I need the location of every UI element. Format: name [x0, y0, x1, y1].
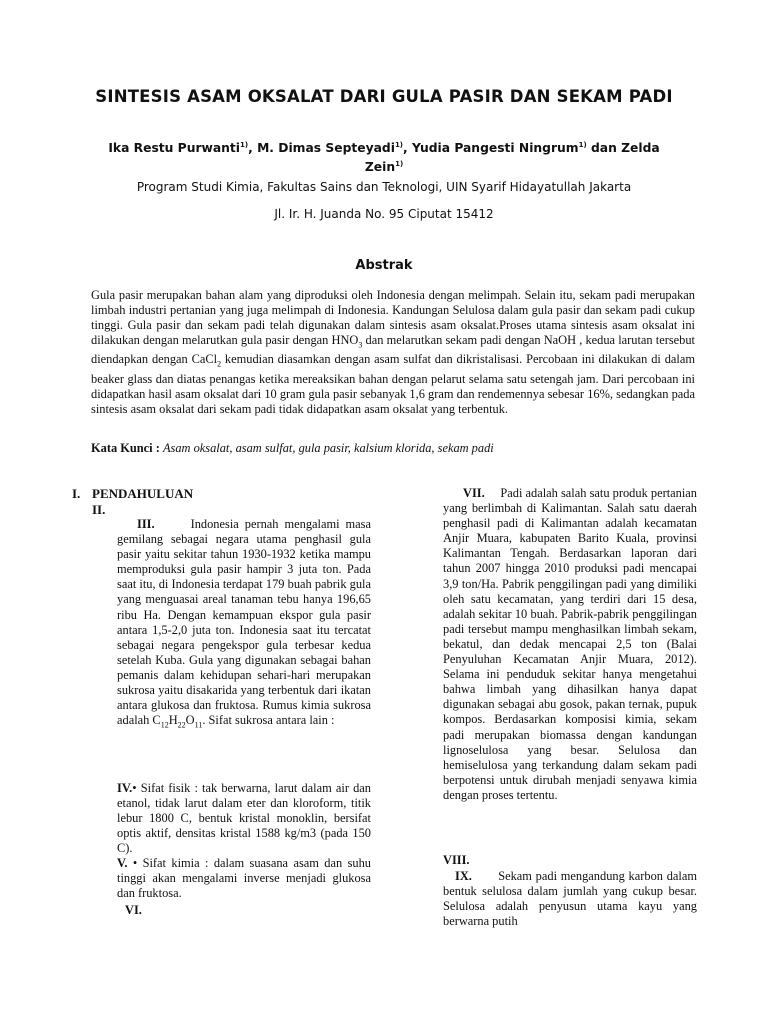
- keywords: [91, 441, 695, 456]
- keywords-text: Asam oksalat, asam sulfat, gula pasir, kalsium klorida, sekam padi: [162, 441, 494, 455]
- formula-subscript: 11: [194, 720, 203, 730]
- paper-title: SINTESIS ASAM OKSALAT DARI GULA PASIR DAN SEKAM PADI: [95, 87, 673, 106]
- section-heading: [72, 486, 193, 502]
- paragraph-number: V.: [117, 856, 128, 870]
- author-affil-mark: 1): [240, 141, 249, 149]
- abstract-subscript: 3: [358, 340, 363, 350]
- paragraph-text: Sekam padi mengandung karbon dalam bentuk selulosa dalam jumlah yang cukup besar. Selulosa adalah penyusun utama kayu yang berwarna putih: [443, 869, 697, 929]
- author-affil-mark: 1): [394, 141, 404, 149]
- author-separator: ,: [403, 141, 412, 156]
- author-name: Zelda Zein: [364, 141, 660, 175]
- abstract-text: dan melarutkan sekam padi dengan NaOH , kedua larutan tersebut diendapkan dengan CaCl: [91, 333, 695, 367]
- paragraph-text: • Sifat kimia : dalam suasana asam dan suhu tinggi akan mengalami inverse menjadi glukosa dan fruktosa.: [117, 856, 371, 901]
- paragraph-number: VI.: [125, 903, 142, 917]
- abstract-body: [91, 288, 695, 417]
- author-name: Ika Restu Purwanti: [108, 141, 241, 156]
- subsection-number: II.: [92, 502, 106, 517]
- abstract-heading: Abstrak: [355, 258, 413, 273]
- address: Jl. Ir. H. Juanda No. 95 Ciputat 15412: [274, 207, 494, 221]
- formula-subscript: 12: [160, 720, 169, 730]
- paragraph-number: IX.: [455, 869, 472, 883]
- section-title: PENDAHULUAN: [92, 486, 194, 501]
- formula-element: O: [185, 713, 195, 728]
- author-affil-mark: 1): [578, 141, 587, 149]
- paragraph-number: VII.: [463, 486, 485, 500]
- paragraph-text: Padi adalah salah satu produk pertanian yang berlimbah di Kalimantan. Salah satu daerah penghasil padi di Kalimantan adalah kecamatan Anjir Muara, kabupaten Barito Kuala, provinsi Kalimantan Tengah. Berdasarkan laporan dari tahun 2007 hingga 2010 produksi padi mencapai 3,9 ton/Ha. Pabrik penggilingan padi yang dimiliki oleh satu kecamatan, yang terdiri dari 15 desa, adalah sekitar 10 buah. Pabrik-pabrik penggilingan padi tersebut mampu menghasilkan limbah sekam, bekatul, dan dedak mencapai 2,5 ton (Balai Penyuluhan Kecamatan Anjir Muara, 2012). Selama ini penduduk sekitar hanya mengetahui bahwa limbah yang dihasilkan hanya dapat digunakan sebagai abu gosok, pakan ternak, pupuk kompos. Berdasarkan komposisi kimia, sekam padi merupakan biomassa dengan kandungan lignoselulosa yang besar. Selulosa dan hemiselulosa yang terkandung dalam sekam padi berpotensi untuk dirubah menjadi senyawa kimia dengan proses tertentu.: [443, 486, 697, 802]
- paragraph-text: . Sifat sukrosa antara lain :: [202, 713, 335, 728]
- author-list: [90, 137, 678, 175]
- paragraph-number: IV.: [117, 781, 133, 795]
- paragraph-number: III.: [137, 517, 155, 531]
- left-paragraph-2: [117, 781, 371, 856]
- right-paragraph-1: [443, 486, 697, 803]
- abstract-text: Gula pasir merupakan bahan alam yang diproduksi oleh Indonesia dengan melimpah. Selain itu, sekam padi merupakan limbah industri pertanian yang juga melimpah di Indonesia. Kandungan Selulosa dalam gula pasir dan sekam padi cukup tinggi. Gula pasir dan sekam padi telah digunakan dalam sintesis asam oksalat.Proses utama sintesis asam oksalat ini dilakukan dengan melarutkan gula pasir dengan HNO: [91, 288, 695, 347]
- author-affil-mark: 1): [395, 160, 404, 169]
- right-paragraph-3: [443, 869, 697, 929]
- formula-element: H: [168, 713, 178, 728]
- paragraph-number: VIII.: [443, 853, 470, 867]
- section-number: I.: [72, 486, 81, 501]
- left-paragraph-4: [117, 903, 371, 918]
- author-separator: dan: [586, 141, 622, 156]
- formula-subscript: 22: [177, 720, 186, 730]
- left-paragraph-3: [117, 856, 371, 901]
- author-name: M. Dimas Septeyadi: [257, 141, 395, 156]
- abstract-text: kemudian diasamkan dengan asam sulfat dan dikristalisasi. Percobaan ini dilakukan di dalam beaker glass dan diatas penangas ketika mereaksikan bahan dengan pelarut selama satu setengah jam. Dari percobaan ini didapatkan hasil asam oksalat dari 10 gram gula pasir sebanyak 1,6 gram dan rendemennya sebesar 16%, sedangkan pada sintesis asam oksalat dari sekam padi tidak didapatkan asam oksalat yang terbentuk.: [91, 352, 695, 416]
- abstract-subscript: 2: [217, 359, 222, 369]
- keywords-label: Kata Kunci :: [91, 441, 160, 455]
- author-separator: ,: [248, 141, 258, 156]
- left-paragraph-1: [117, 517, 371, 733]
- affiliation: Program Studi Kimia, Fakultas Sains dan Teknologi, UIN Syarif Hidayatullah Jakarta: [136, 180, 632, 194]
- paragraph-text: • Sifat fisik : tak berwarna, larut dalam air dan etanol, tidak larut dalam eter dan kloroform, titik lebur 1800 C, bentuk kristal monoklin, bersifat optis aktif, densitas kristal 1588 kg/m3 (pada 150 C).: [117, 781, 371, 856]
- paragraph-text: Indonesia pernah mengalami masa gemilang sebagai negara utama penghasil gula pasir yaitu sekitar tahun 1930-1932 ketika mampu memproduksi gula pasir hampir 3 juta ton. Pada saat itu, di Indonesia terdapat 179 buah pabrik gula yang menguasai areal tanaman tebu hanya 196,65 ribu Ha. Dengan kemampuan ekspor gula pasir antara 1,5-2,0 juta ton. Indonesia saat itu tercatat sebagai negara pengekspor gula terbesar kedua setelah Kuba. Gula yang digunakan sebagai bahan pemanis dalam kehidupan sehari-hari merupakan sukrosa yaitu disakarida yang terbentuk dari ikatan antara glukosa dan fruktosa. Rumus kimia sukrosa adalah C: [117, 517, 371, 728]
- author-name: Yudia Pangesti Ningrum: [411, 141, 579, 156]
- right-paragraph-2: [443, 853, 697, 868]
